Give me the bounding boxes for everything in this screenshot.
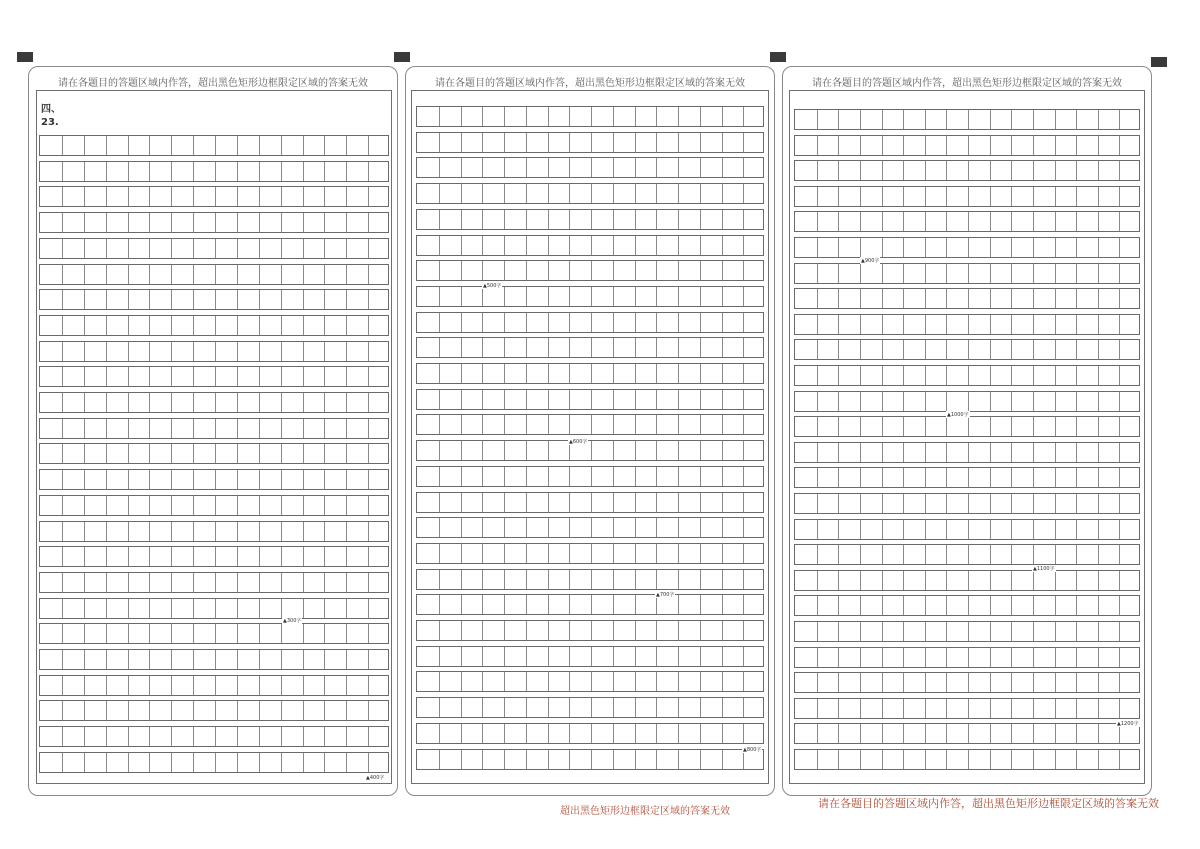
word-count-marker: ▲400字 — [366, 775, 385, 781]
grid-row[interactable] — [794, 186, 1140, 207]
grid-row[interactable] — [416, 106, 764, 127]
grid-row[interactable] — [794, 544, 1140, 565]
grid-row[interactable] — [416, 749, 764, 770]
grid-row[interactable] — [39, 161, 389, 182]
grid-row[interactable] — [39, 212, 389, 233]
grid-row[interactable] — [416, 492, 764, 513]
registration-mark — [770, 52, 786, 62]
word-count-marker: ▲700字 — [656, 592, 675, 598]
grid-row[interactable] — [794, 442, 1140, 463]
grid-row[interactable] — [416, 671, 764, 692]
grid-row[interactable] — [416, 440, 764, 461]
grid-row[interactable] — [39, 315, 389, 336]
grid-row[interactable] — [39, 443, 389, 464]
grid-row[interactable] — [39, 186, 389, 207]
grid-row[interactable] — [416, 543, 764, 564]
grid-row[interactable] — [794, 595, 1140, 616]
word-count-marker: ▲900字 — [861, 258, 880, 264]
grid-row[interactable] — [39, 572, 389, 593]
grid-row[interactable] — [794, 263, 1140, 284]
grid-row[interactable] — [794, 672, 1140, 693]
grid-row[interactable] — [794, 391, 1140, 412]
instruction-text: 请在各题目的答题区域内作答，超出黑色矩形边框限定区域的答案无效 — [435, 78, 745, 89]
word-count-marker: ▲800字 — [743, 747, 762, 753]
grid-row[interactable] — [416, 286, 764, 307]
grid-row[interactable] — [416, 466, 764, 487]
grid-row[interactable] — [39, 623, 389, 644]
grid-row[interactable] — [416, 697, 764, 718]
grid-row[interactable] — [416, 337, 764, 358]
grid-row[interactable] — [39, 289, 389, 310]
grid-row[interactable] — [416, 260, 764, 281]
question-number: 23. — [41, 117, 59, 128]
registration-mark — [1151, 57, 1167, 67]
word-count-marker: ▲1100字 — [1033, 566, 1055, 572]
grid-row[interactable] — [39, 341, 389, 362]
grid-row[interactable] — [794, 749, 1140, 770]
grid-row[interactable] — [794, 621, 1140, 642]
grid-row[interactable] — [416, 389, 764, 410]
grid-row[interactable] — [794, 493, 1140, 514]
grid-row[interactable] — [794, 647, 1140, 668]
grid-row[interactable] — [39, 495, 389, 516]
word-count-marker: ▲600字 — [569, 439, 588, 445]
grid-row[interactable] — [794, 467, 1140, 488]
grid-row[interactable] — [39, 238, 389, 259]
grid-row[interactable] — [416, 414, 764, 435]
grid-row[interactable] — [39, 675, 389, 696]
grid-row[interactable] — [416, 183, 764, 204]
instruction-text: 请在各题目的答题区域内作答，超出黑色矩形边框限定区域的答案无效 — [812, 78, 1122, 89]
grid-row[interactable] — [416, 569, 764, 590]
grid-row[interactable] — [794, 109, 1140, 130]
grid-row[interactable] — [416, 157, 764, 178]
grid-row[interactable] — [794, 723, 1140, 744]
instruction-text-bottom: 请在各题目的答题区域内作答，超出黑色矩形边框限定区域的答案无效 — [818, 797, 1159, 810]
word-count-marker: ▲500字 — [483, 283, 502, 289]
grid-row[interactable] — [794, 698, 1140, 719]
answer-area-middle[interactable] — [411, 90, 769, 784]
grid-row[interactable] — [416, 235, 764, 256]
grid-row[interactable] — [794, 160, 1140, 181]
grid-row[interactable] — [39, 546, 389, 567]
answer-area-left[interactable] — [36, 90, 392, 784]
word-count-marker: ▲300字 — [283, 618, 302, 624]
grid-row[interactable] — [39, 752, 389, 773]
grid-row[interactable] — [794, 570, 1140, 591]
instruction-text: 请在各题目的答题区域内作答，超出黑色矩形边框限定区域的答案无效 — [58, 78, 368, 89]
registration-mark — [394, 52, 410, 62]
grid-row[interactable] — [39, 700, 389, 721]
grid-row[interactable] — [416, 132, 764, 153]
grid-row[interactable] — [39, 726, 389, 747]
grid-row[interactable] — [794, 288, 1140, 309]
grid-row[interactable] — [39, 366, 389, 387]
instruction-text-bottom: 超出黑色矩形边框限定区域的答案无效 — [560, 806, 730, 817]
grid-row[interactable] — [416, 620, 764, 641]
grid-row[interactable] — [416, 209, 764, 230]
answer-area-right[interactable] — [789, 90, 1145, 784]
grid-row[interactable] — [416, 646, 764, 667]
grid-row[interactable] — [794, 339, 1140, 360]
section-label: 四、 — [41, 104, 61, 115]
grid-row[interactable] — [39, 418, 389, 439]
grid-row[interactable] — [39, 649, 389, 670]
grid-row[interactable] — [794, 365, 1140, 386]
grid-row[interactable] — [794, 135, 1140, 156]
grid-row[interactable] — [39, 521, 389, 542]
grid-row[interactable] — [794, 211, 1140, 232]
grid-row[interactable] — [39, 469, 389, 490]
word-count-marker: ▲1200字 — [1117, 721, 1139, 727]
grid-row[interactable] — [416, 312, 764, 333]
grid-row[interactable] — [794, 237, 1140, 258]
grid-row[interactable] — [39, 135, 389, 156]
grid-row[interactable] — [416, 517, 764, 538]
grid-row[interactable] — [416, 723, 764, 744]
grid-row[interactable] — [416, 363, 764, 384]
grid-row[interactable] — [416, 594, 764, 615]
grid-row[interactable] — [794, 519, 1140, 540]
grid-row[interactable] — [39, 264, 389, 285]
registration-mark — [17, 52, 33, 62]
word-count-marker: ▲1000字 — [947, 412, 969, 418]
grid-row[interactable] — [794, 416, 1140, 437]
grid-row[interactable] — [39, 598, 389, 619]
grid-row[interactable] — [794, 314, 1140, 335]
grid-row[interactable] — [39, 392, 389, 413]
